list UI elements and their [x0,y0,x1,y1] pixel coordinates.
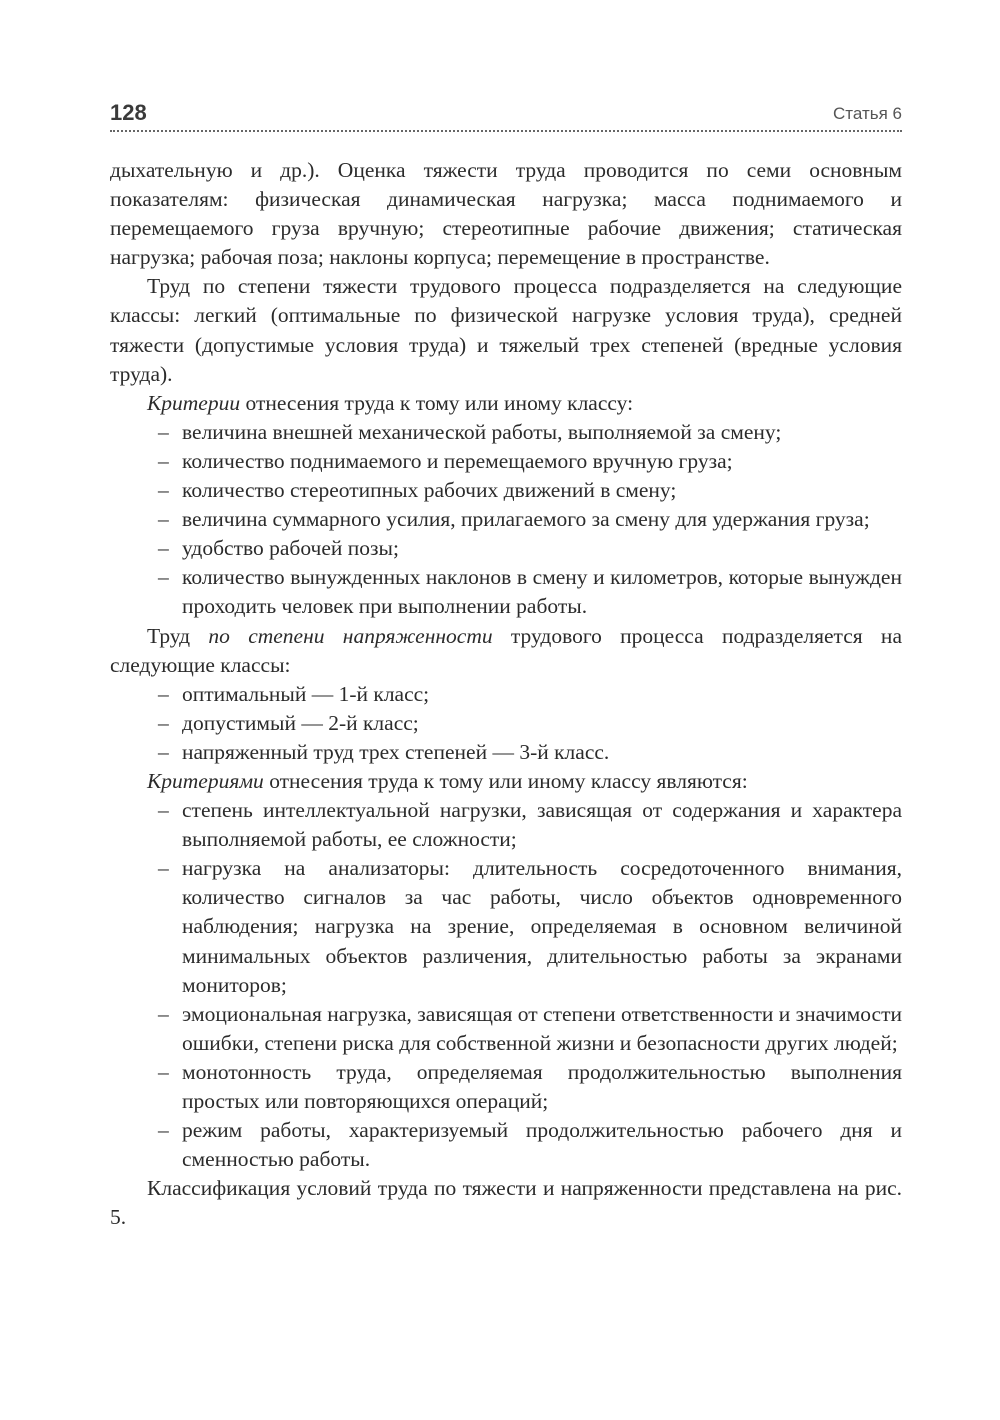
paragraph-4: Труд по степени напряженности трудового процесса подразделяется на следующие классы: [110,623,902,677]
page-number: 128 [110,100,147,125]
book-page [110,92,902,1232]
emphasis: Критериями [147,768,264,793]
list-item: – режим работы, характеризуемый продолжительностью рабочего дня и сменностью работы. [182,1116,902,1174]
list-item: – монотонность труда, определяемая продолжительностью выполнения простых или повторяющихся операций; [182,1058,902,1116]
list-item: – напряженный труд трех степеней — 3-й класс. [182,738,902,767]
header-dotted-rule [110,130,902,132]
list-item: – эмоциональная нагрузка, зависящая от степени ответственности и значимости ошибки, степени риска для собственной жизни и безопасности других людей; [182,1000,902,1058]
tension-class-list [110,680,902,767]
paragraph-5: Критериями отнесения труда к тому или иному классу являются: [147,768,748,793]
emphasis: Критерии [147,390,241,415]
list-item: – величина внешней механической работы, выполняемой за смену; [182,418,902,447]
criteria-list-heaviness [110,418,902,622]
list-item: – количество поднимаемого и перемещаемого вручную груза; [182,447,902,476]
paragraph-6: Классификация условий труда по тяжести и напряженности представлена на рис. 5. [110,1176,902,1230]
paragraph-2: Труд по степени тяжести трудового процесса подразделяется на следующие классы: легкий (оптимальные по физической нагрузке условия труда), средней тяжести (допустимые условия труда) и тяжелый трех степеней (вредные условия труда). [110,274,902,386]
criteria-list-tension [110,796,902,1174]
list-item: – величина суммарного усилия, прилагаемого за смену для удержания груза; [182,505,902,534]
list-item: – нагрузка на анализаторы: длительность сосредоточенного внимания, количество сигналов за час работы, число объектов одновременного наблюдения; нагрузка на зрение, определяемая в основном величиной минимальных объектов различения, длительностью работы за экранами мониторов; [182,854,902,999]
article-body [110,156,902,1232]
emphasis: по степени напряженности [208,623,493,648]
running-title: Статья 6 [833,104,902,123]
paragraph-3: Критерии отнесения труда к тому или иному классу: [147,390,634,415]
list-item: – количество вынужденных наклонов в смену и километров, которые вынужден проходить человек при выполнении работы. [182,563,902,621]
list-item: – удобство рабочей позы; [182,534,902,563]
paragraph-1: дыхательную и др.). Оценка тяжести труда проводится по семи основным показателям: физическая динамическая нагрузка; масса поднимаемого и перемещаемого груза вручную; стереотипные рабочие движения; статическая нагрузка; рабочая поза; наклоны корпуса; перемещение в пространстве. [110,158,902,270]
list-item: – степень интеллектуальной нагрузки, зависящая от содержания и характера выполняемой работы, ее сложности; [182,796,902,854]
list-item: – оптимальный — 1-й класс; [182,680,902,709]
list-item: – допустимый — 2-й класс; [182,709,902,738]
page-header [110,92,902,126]
list-item: – количество стереотипных рабочих движений в смену; [182,476,902,505]
